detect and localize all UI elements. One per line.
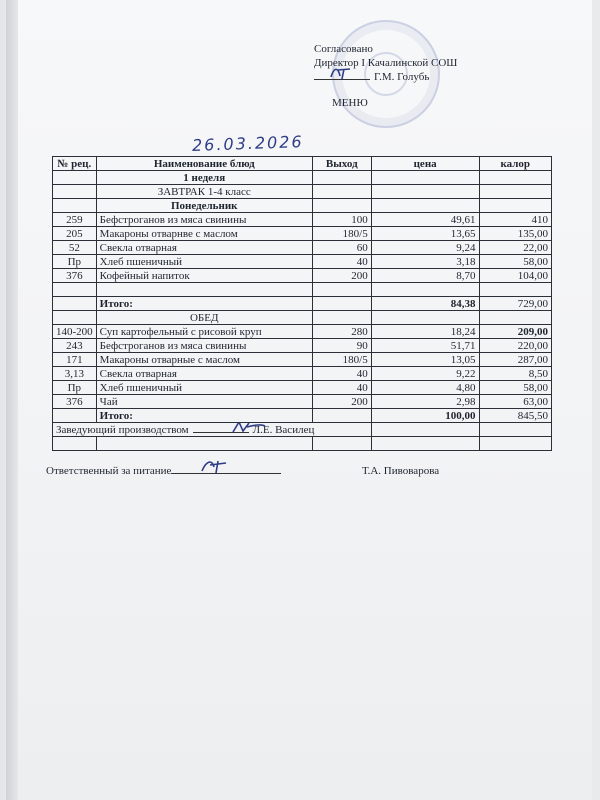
breakfast-total-kcal: 729,00 <box>479 297 551 311</box>
header-dish-name: Наименование блюд <box>96 157 312 171</box>
handwritten-date: 26.03.2026 <box>191 132 304 155</box>
day-label: Понедельник <box>96 199 312 213</box>
header-output: Выход <box>312 157 371 171</box>
table-header-row <box>53 157 552 171</box>
breakfast-title-row <box>53 185 552 199</box>
table-row: 52 Свекла отварная 60 9,24 22,00 <box>53 241 552 255</box>
week-row <box>53 171 552 185</box>
breakfast-total-row <box>53 297 552 311</box>
head-signature-icon <box>229 423 269 436</box>
director-name: Г.М. Голубь <box>374 71 430 83</box>
header-kcal: калор <box>479 157 551 171</box>
responsible-signature-icon <box>196 457 236 475</box>
table-row: 376 Чай 200 2,98 63,00 <box>53 395 552 409</box>
table-row: 171 Макароны отварные с маслом 180/5 13,05 287,00 <box>53 353 552 367</box>
head-label: Заведующий производством <box>56 423 189 436</box>
approval-signature-row <box>314 70 457 84</box>
responsible-name: Т.А. Пивоварова <box>362 465 440 477</box>
head-signature-row <box>53 423 552 437</box>
paper-fold-shadow <box>6 0 18 800</box>
breakfast-title: ЗАВТРАК 1-4 класс <box>96 185 312 199</box>
empty-row <box>53 437 552 451</box>
day-row <box>53 199 552 213</box>
responsible-block <box>46 465 440 477</box>
table-row: 205 Макароны отварнве с маслом 180/5 13,65 135,00 <box>53 227 552 241</box>
table-row: 140-200 Суп картофельный с рисовой круп 280 18,24 209,00 <box>53 325 552 339</box>
lunch-total-row <box>53 409 552 423</box>
week-label: 1 неделя <box>96 171 312 185</box>
approval-block <box>314 42 457 84</box>
approval-title: Согласовано <box>314 43 373 55</box>
table-row: 376 Кофейный напиток 200 8,70 104,00 <box>53 269 552 283</box>
lunch-total-label: Итого: <box>96 409 312 423</box>
table-row: 243 Бефстроганов из мяса свинины 90 51,71 220,00 <box>53 339 552 353</box>
lunch-title-row <box>53 311 552 325</box>
breakfast-total-price: 84,38 <box>371 297 479 311</box>
header-recipe-num: № рец. <box>53 157 97 171</box>
menu-table <box>52 156 552 451</box>
header-price: цена <box>371 157 479 171</box>
table-row: 259 Бефстроганов из мяса свинины 100 49,61 410 <box>53 213 552 227</box>
lunch-title: ОБЕД <box>96 311 312 325</box>
approval-position: Директор I Качалинской СОШ <box>314 57 458 69</box>
breakfast-total-label: Итого: <box>96 297 312 311</box>
lunch-total-kcal: 845,50 <box>479 409 551 423</box>
responsible-label: Ответственный за питание <box>46 465 172 477</box>
head-name: Л.Е. Василец <box>252 423 315 436</box>
table-row: 3,13 Свекла отварная 40 9,22 8,50 <box>53 367 552 381</box>
lunch-total-price: 100,00 <box>371 409 479 423</box>
table-row: Пр Хлеб пшеничный 40 4,80 58,00 <box>53 381 552 395</box>
director-signature-icon <box>328 65 358 81</box>
table-row: Пр Хлеб пшеничный 40 3,18 58,00 <box>53 255 552 269</box>
empty-row <box>53 283 552 297</box>
menu-title: МЕНЮ <box>332 97 368 109</box>
